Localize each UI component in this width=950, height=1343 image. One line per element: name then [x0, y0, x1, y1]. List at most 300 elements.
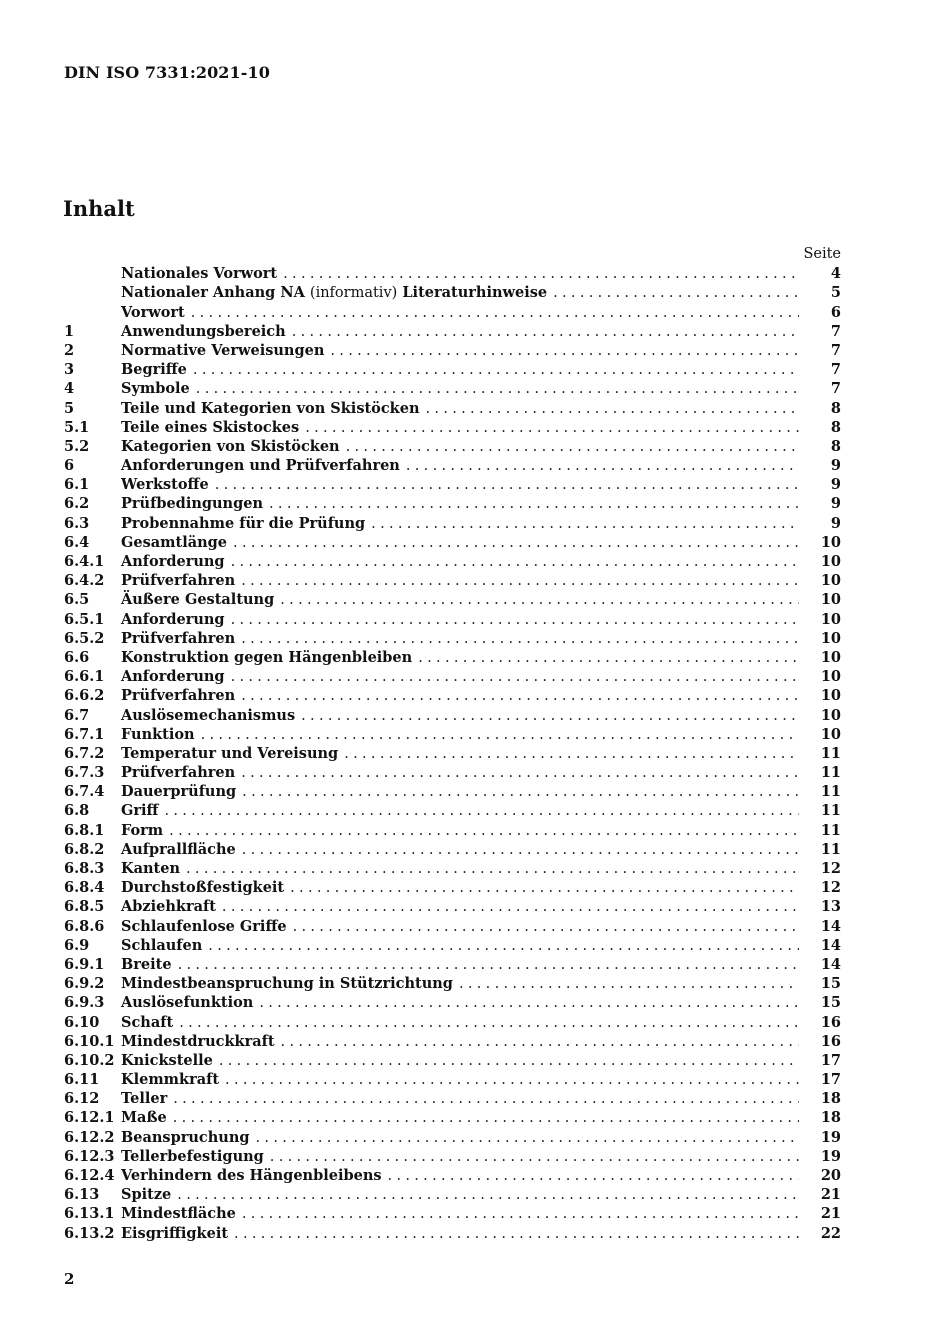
toc-entry-page: 10 — [820, 648, 841, 666]
toc-entry-title-text: Beanspruchung — [121, 1128, 250, 1146]
toc-entry-title-text: Abziehkraft — [121, 898, 216, 916]
toc-entry[interactable] — [64, 1013, 841, 1032]
toc-entry-page: 18 — [820, 1090, 841, 1108]
toc-entry-title — [121, 725, 195, 744]
toc-entry-number: 6.7.3 — [64, 764, 105, 782]
toc-entry-page: 8 — [830, 418, 841, 436]
toc-entry-page: 10 — [820, 610, 841, 628]
toc-entry-title — [121, 667, 225, 686]
toc-entry-page: 19 — [820, 1128, 841, 1146]
toc-entry-title — [121, 1108, 167, 1127]
toc-entry-title — [121, 379, 190, 398]
toc-entry-title — [121, 552, 225, 571]
toc-entry-number: 6.7.1 — [64, 725, 105, 743]
toc-entry-title-text: Aufprallfläche — [121, 840, 236, 858]
page-number: 2 — [64, 1270, 75, 1288]
toc-dot-leader — [178, 956, 799, 975]
toc-entry-number: 6.13 — [64, 1186, 100, 1204]
toc-dot-leader — [241, 687, 799, 706]
toc-entry-number: 6.7 — [64, 706, 90, 724]
toc-entry-title-text: Mindestfläche — [121, 1205, 236, 1223]
toc-entry-number: 6.10.2 — [64, 1051, 115, 1069]
toc-entry-number: 6.6 — [64, 648, 90, 666]
toc-entry-title-text: Schaft — [121, 1013, 174, 1031]
toc-entry-page: 10 — [820, 591, 841, 609]
toc-entry-page: 21 — [820, 1186, 841, 1204]
toc-entry-page: 15 — [820, 994, 841, 1012]
toc-dot-leader — [426, 400, 800, 419]
toc-entry-title — [121, 878, 284, 897]
toc-dot-leader — [346, 438, 799, 457]
toc-entry-number: 6.12.3 — [64, 1147, 115, 1165]
toc-entry-page: 9 — [830, 495, 841, 513]
toc-entry-title-text: Spitze — [121, 1186, 172, 1204]
toc-entry[interactable] — [64, 379, 841, 398]
toc-entry[interactable] — [64, 1185, 841, 1204]
toc-entry[interactable] — [64, 1128, 841, 1147]
toc-entry-title-text: Teile eines Skistockes — [121, 418, 300, 436]
toc-entry-title-text: Anwendungsbereich — [121, 322, 286, 340]
toc-dot-leader — [177, 1186, 799, 1205]
toc-entry-number: 6.11 — [64, 1071, 100, 1089]
toc-entry-title — [121, 782, 236, 801]
toc-entry-page: 10 — [820, 572, 841, 590]
toc-dot-leader — [553, 284, 799, 303]
toc-entry-page: 5 — [830, 284, 841, 302]
toc-dot-leader — [305, 419, 799, 438]
toc-dot-leader — [241, 572, 799, 591]
toc-entry-number: 6.4.2 — [64, 572, 105, 590]
toc-entry-number: 6.12.1 — [64, 1109, 115, 1127]
toc-entry[interactable] — [64, 993, 841, 1012]
toc-entry-number: 4 — [64, 380, 75, 398]
toc-entry-number: 6.5.1 — [64, 610, 105, 628]
toc-entry[interactable] — [64, 303, 841, 322]
toc-entry-title-text: Klemmkraft — [121, 1071, 220, 1089]
toc-entry-page: 10 — [820, 553, 841, 570]
toc-entry-page: 18 — [820, 1109, 841, 1127]
toc-entry-number: 6.9.1 — [64, 955, 105, 973]
toc-entry-title-text: Breite — [121, 955, 172, 973]
toc-entry-number: 6.9.2 — [64, 975, 105, 993]
toc-entry-number: 6.12.2 — [64, 1128, 115, 1146]
toc-entry-title-text: Kategorien von Skistöcken — [121, 437, 340, 455]
toc-entry-title-text: Auslösemechanismus — [121, 706, 296, 724]
toc-entry-page: 17 — [820, 1071, 841, 1089]
toc-entry-title — [121, 590, 274, 609]
toc-entry-page: 7 — [830, 380, 841, 398]
toc-dot-leader — [301, 707, 799, 726]
toc-entry-title — [121, 1051, 213, 1070]
toc-entry[interactable] — [64, 629, 841, 648]
toc-entry-annotation: (informativ) — [309, 285, 398, 302]
toc-entry-page: 9 — [830, 514, 841, 532]
toc-dot-leader — [219, 1052, 799, 1071]
toc-entry-title — [121, 283, 547, 303]
toc-entry-page: 14 — [820, 936, 841, 954]
toc-entry-number: 6.4 — [64, 533, 90, 551]
toc-entry-page: 21 — [820, 1205, 841, 1223]
toc-entry-page: 7 — [830, 341, 841, 359]
toc-entry-title — [121, 706, 295, 725]
toc-entry-number: 6.8.5 — [64, 898, 105, 916]
toc-dot-leader — [270, 1148, 799, 1167]
toc-dot-leader — [231, 611, 799, 630]
toc-entry-title — [121, 686, 235, 705]
toc-entry-number: 6.10 — [64, 1013, 100, 1031]
toc-dot-leader — [169, 822, 799, 841]
toc-entry-title — [121, 974, 453, 993]
toc-dot-leader — [215, 476, 799, 495]
toc-dot-leader — [233, 534, 799, 553]
toc-entry-title-text: Vorwort — [121, 303, 185, 321]
toc-entry-title — [121, 1013, 173, 1032]
toc-entry-title-text: Schlaufenlose Griffe — [121, 917, 287, 935]
toc-entry[interactable] — [64, 1147, 841, 1166]
toc-entry[interactable] — [64, 341, 841, 360]
toc-entry-title — [121, 322, 286, 341]
toc-entry-title — [121, 399, 420, 418]
toc-entry[interactable] — [64, 648, 841, 667]
toc-entry[interactable] — [64, 475, 841, 494]
toc-entry-title — [121, 936, 202, 955]
toc-entry-title-text: Teller — [121, 1090, 168, 1108]
toc-entry-page: 12 — [820, 860, 841, 877]
toc-entry-title-text: Werkstoffe — [121, 476, 209, 494]
toc-entry[interactable] — [64, 840, 841, 859]
toc-entry-page: 19 — [820, 1147, 841, 1165]
toc-entry[interactable] — [64, 360, 841, 379]
toc-entry-number: 6.13.2 — [64, 1224, 115, 1242]
toc-entry-page: 10 — [820, 629, 841, 647]
toc-entry[interactable] — [64, 264, 841, 283]
toc-entry[interactable] — [64, 897, 841, 916]
toc-entry-title-text: Anforderung — [121, 610, 225, 628]
toc-entry-page: 13 — [820, 898, 841, 916]
toc-dot-leader — [330, 342, 799, 361]
toc-entry-number: 6.10.1 — [64, 1032, 115, 1050]
toc-entry-title-suffix: Literaturhinweise — [402, 284, 548, 302]
toc-dot-leader — [459, 975, 799, 994]
toc-entry-title-text: Teile und Kategorien von Skistöcken — [121, 399, 420, 417]
toc-entry-page: 11 — [820, 783, 841, 801]
toc-entry-title — [121, 993, 253, 1012]
toc-dot-leader — [231, 553, 799, 572]
toc-entry-title-text: Prüfverfahren — [121, 572, 236, 590]
toc-entry-title — [121, 494, 263, 513]
toc-entry-title — [121, 571, 235, 590]
toc-entry-title-text: Form — [121, 821, 164, 839]
toc-dot-leader — [256, 1129, 800, 1148]
toc-dot-leader — [293, 918, 799, 937]
toc-dot-leader — [280, 591, 799, 610]
toc-entry-title-text: Knickstelle — [121, 1051, 213, 1069]
toc-entry-number: 6.12 — [64, 1090, 100, 1108]
toc-dot-leader — [193, 361, 799, 380]
toc-entry[interactable] — [64, 782, 841, 801]
toc-entry-title-text: Funktion — [121, 725, 195, 743]
toc-entry-title-text: Auslösefunktion — [121, 994, 254, 1012]
toc-entry[interactable] — [64, 610, 841, 629]
toc-entry-title — [121, 917, 287, 936]
toc-entry-number: 6.5 — [64, 591, 90, 609]
toc-entry[interactable] — [64, 552, 841, 571]
toc-entry-title-text: Durchstoßfestigkeit — [121, 879, 285, 897]
toc-entry-page: 10 — [820, 668, 841, 686]
toc-dot-leader — [186, 860, 799, 879]
toc-entry-page: 12 — [820, 879, 841, 897]
toc-entry-number: 6.8 — [64, 802, 90, 820]
toc-entry[interactable] — [64, 725, 841, 744]
toc-entry-number: 5 — [64, 399, 75, 417]
toc-dot-leader — [344, 745, 799, 764]
toc-entry-title — [121, 1224, 228, 1243]
toc-entry-number: 6.8.3 — [64, 860, 105, 877]
toc-entry-page: 4 — [830, 265, 841, 283]
toc-entry-number: 6.4.1 — [64, 553, 105, 570]
toc-entry-title — [121, 897, 216, 916]
toc-entry[interactable] — [64, 859, 841, 878]
toc-entry-page: 6 — [830, 303, 841, 321]
toc-entry-title — [121, 629, 235, 648]
toc-entry-page: 7 — [830, 361, 841, 379]
toc-entry-number: 6.8.6 — [64, 917, 105, 935]
toc-entry[interactable] — [64, 1108, 841, 1127]
toc-dot-leader — [234, 1225, 799, 1244]
toc-entry-page: 9 — [830, 476, 841, 494]
toc-dot-leader — [196, 380, 799, 399]
toc-entry-title-text: Mindestbeanspruchung in Stützrichtung — [121, 975, 453, 993]
toc-entry-title-text: Äußere Gestaltung — [121, 591, 275, 609]
toc-entry-title — [121, 1070, 219, 1089]
toc-dot-leader — [418, 649, 799, 668]
toc-entry-title — [121, 533, 227, 552]
toc-entry-number: 6.8.2 — [64, 840, 105, 858]
toc-entry[interactable] — [64, 763, 841, 782]
toc-entry-page: 10 — [820, 533, 841, 551]
toc-entry-title-text: Maße — [121, 1109, 167, 1127]
toc-entry-title — [121, 1185, 171, 1204]
toc-entry-page: 16 — [820, 1032, 841, 1050]
toc-entry[interactable] — [64, 1224, 841, 1243]
toc-entry-title — [121, 648, 412, 667]
toc-entry-title — [121, 1128, 250, 1147]
toc-entry-title — [121, 475, 209, 494]
toc-heading: Inhalt — [63, 196, 135, 221]
toc-entry-title-text: Prüfverfahren — [121, 764, 236, 782]
toc-entry[interactable] — [64, 494, 841, 513]
toc-dot-leader — [292, 323, 799, 342]
toc-entry-title — [121, 303, 185, 322]
toc-entry-title — [121, 801, 158, 820]
toc-entry-title — [121, 763, 235, 782]
toc-entry[interactable] — [64, 821, 841, 840]
toc-entry-number: 6.3 — [64, 514, 90, 532]
toc-entry-title — [121, 1089, 167, 1108]
toc-entry-title-text: Dauerprüfung — [121, 783, 237, 801]
toc-entry-number: 6.7.2 — [64, 744, 105, 762]
toc-entry-page: 11 — [820, 744, 841, 762]
toc-entry-title — [121, 859, 180, 878]
toc-entry-title-text: Anforderung — [121, 668, 225, 686]
toc-entry-page: 17 — [820, 1051, 841, 1069]
toc-entry-title — [121, 840, 236, 859]
toc-entry-title-text: Anforderung — [121, 553, 225, 570]
toc-entry-title — [121, 821, 163, 840]
toc-entry-page: 11 — [820, 821, 841, 839]
toc-dot-leader — [406, 457, 799, 476]
toc-entry-page: 10 — [820, 725, 841, 743]
toc-entry[interactable] — [64, 667, 841, 686]
toc-entry[interactable] — [64, 686, 841, 705]
toc-entry[interactable] — [64, 744, 841, 763]
toc-entry-title-text: Mindestdruckkraft — [121, 1032, 275, 1050]
toc-dot-leader — [179, 1014, 799, 1033]
toc-entry-title — [121, 955, 172, 974]
toc-entry[interactable] — [64, 418, 841, 437]
toc-dot-leader — [241, 764, 799, 783]
toc-entry[interactable] — [64, 801, 841, 820]
toc-entry-title-text: Probennahme für die Prüfung — [121, 514, 366, 532]
toc-entry[interactable] — [64, 878, 841, 897]
toc-entry-title — [121, 610, 225, 629]
toc-entry-page: 10 — [820, 706, 841, 724]
toc-entry-number: 1 — [64, 322, 75, 340]
toc-entry-title-text: Eisgriffigkeit — [121, 1224, 229, 1242]
toc-entry-number: 2 — [64, 341, 75, 359]
toc-entry[interactable] — [64, 456, 841, 475]
toc-entry-page: 10 — [820, 687, 841, 705]
toc-entry[interactable] — [64, 936, 841, 955]
toc-entry-title-text: Prüfverfahren — [121, 629, 236, 647]
toc-entry-page: 11 — [820, 802, 841, 820]
toc-entry-title — [121, 514, 365, 533]
toc-entry-number: 3 — [64, 361, 75, 379]
toc-entry[interactable] — [64, 514, 841, 533]
toc-entry[interactable] — [64, 571, 841, 590]
toc-entry-title-text: Temperatur und Vereisung — [121, 744, 339, 762]
toc-entry-page: 9 — [830, 457, 841, 475]
toc-entry-page: 15 — [820, 975, 841, 993]
toc-entry[interactable] — [64, 1070, 841, 1089]
toc-entry-title-text: Nationaler Anhang NA — [121, 284, 305, 302]
toc-entry-title-text: Symbole — [121, 380, 190, 398]
toc-entry-number: 6.2 — [64, 495, 90, 513]
toc-entry[interactable] — [64, 1166, 841, 1185]
toc-entry-title-text: Griff — [121, 802, 159, 820]
toc-entry[interactable] — [64, 322, 841, 341]
toc-dot-leader — [242, 841, 799, 860]
toc-entry-number: 5.2 — [64, 437, 90, 455]
toc-entry[interactable] — [64, 533, 841, 552]
toc-entry[interactable] — [64, 974, 841, 993]
toc-entry-title-text: Schlaufen — [121, 936, 203, 954]
toc-entry-page: 8 — [830, 399, 841, 417]
toc-dot-leader — [173, 1090, 799, 1109]
toc-entry-title-text: Konstruktion gegen Hängenbleiben — [121, 648, 413, 666]
toc-dot-leader — [225, 1071, 799, 1090]
toc-entry[interactable] — [64, 590, 841, 609]
document-id-header: DIN ISO 7331:2021-10 — [64, 63, 270, 82]
toc-entry-number: 6.13.1 — [64, 1205, 115, 1223]
toc-entry-number: 5.1 — [64, 418, 90, 436]
toc-entry-page: 7 — [830, 322, 841, 340]
toc-entry-number: 6.6.2 — [64, 687, 105, 705]
toc-dot-leader — [222, 898, 799, 917]
toc-dot-leader — [281, 1033, 799, 1052]
toc-entry-title-text: Normative Verweisungen — [121, 341, 325, 359]
toc-entry-page: 11 — [820, 764, 841, 782]
toc-entry-number: 6.12.4 — [64, 1167, 115, 1184]
toc-entry-page: 16 — [820, 1013, 841, 1031]
toc-entry-page: 14 — [820, 917, 841, 935]
toc-page-column-label: Seite — [803, 246, 841, 262]
toc-entry-title — [121, 744, 338, 763]
toc-entry-title-text: Nationales Vorwort — [121, 265, 278, 283]
toc-dot-leader — [173, 1109, 799, 1128]
toc-dot-leader — [269, 495, 799, 514]
toc-entry-number: 6.9 — [64, 936, 90, 954]
toc-dot-leader — [371, 515, 799, 534]
toc-entry-title-text: Verhindern des Hängenbleibens — [121, 1167, 382, 1184]
toc-dot-leader — [201, 726, 799, 745]
toc-entry-title — [121, 1147, 264, 1166]
toc-entry-number: 6.8.4 — [64, 879, 105, 897]
toc-entry-number: 6.5.2 — [64, 629, 105, 647]
toc-entry-title — [121, 341, 324, 360]
toc-entry[interactable] — [64, 706, 841, 725]
table-of-contents — [64, 245, 841, 1243]
toc-entry-page: 22 — [820, 1224, 841, 1242]
toc-entry[interactable] — [64, 1089, 841, 1108]
toc-entry-title — [121, 1032, 275, 1051]
toc-entry-page: 8 — [830, 437, 841, 455]
toc-entry-title — [121, 437, 340, 456]
toc-entry-number: 6.6.1 — [64, 668, 105, 686]
toc-entry-title-text: Prüfverfahren — [121, 687, 236, 705]
toc-entry[interactable] — [64, 917, 841, 936]
toc-entry-number: 6.9.3 — [64, 994, 105, 1012]
toc-entry-title — [121, 360, 187, 379]
toc-entry-title — [121, 1166, 382, 1185]
toc-entry[interactable] — [64, 437, 841, 456]
toc-entry[interactable] — [64, 283, 841, 302]
toc-entry[interactable] — [64, 1032, 841, 1051]
toc-entry-title-text: Kanten — [121, 860, 181, 877]
toc-entry-number: 6.1 — [64, 476, 90, 494]
toc-dot-leader — [283, 265, 799, 284]
toc-entry[interactable] — [64, 399, 841, 418]
toc-entry-number: 6 — [64, 457, 75, 475]
toc-dot-leader — [191, 304, 799, 323]
toc-entry-title — [121, 1204, 236, 1223]
toc-entry-title — [121, 264, 277, 283]
toc-entry-title-text: Gesamtlänge — [121, 533, 228, 551]
toc-entry[interactable] — [64, 1204, 841, 1223]
toc-dot-leader — [242, 1205, 799, 1224]
toc-entry-title-text: Begriffe — [121, 361, 187, 379]
toc-dot-leader — [290, 879, 799, 898]
toc-entry[interactable] — [64, 955, 841, 974]
toc-entry-page: 20 — [820, 1167, 841, 1184]
toc-dot-leader — [388, 1167, 799, 1186]
toc-dot-leader — [242, 783, 799, 802]
toc-entry-page: 14 — [820, 955, 841, 973]
toc-entry-title — [121, 456, 400, 475]
toc-dot-leader — [259, 994, 799, 1013]
toc-entry[interactable] — [64, 1051, 841, 1070]
toc-dot-leader — [164, 802, 799, 821]
